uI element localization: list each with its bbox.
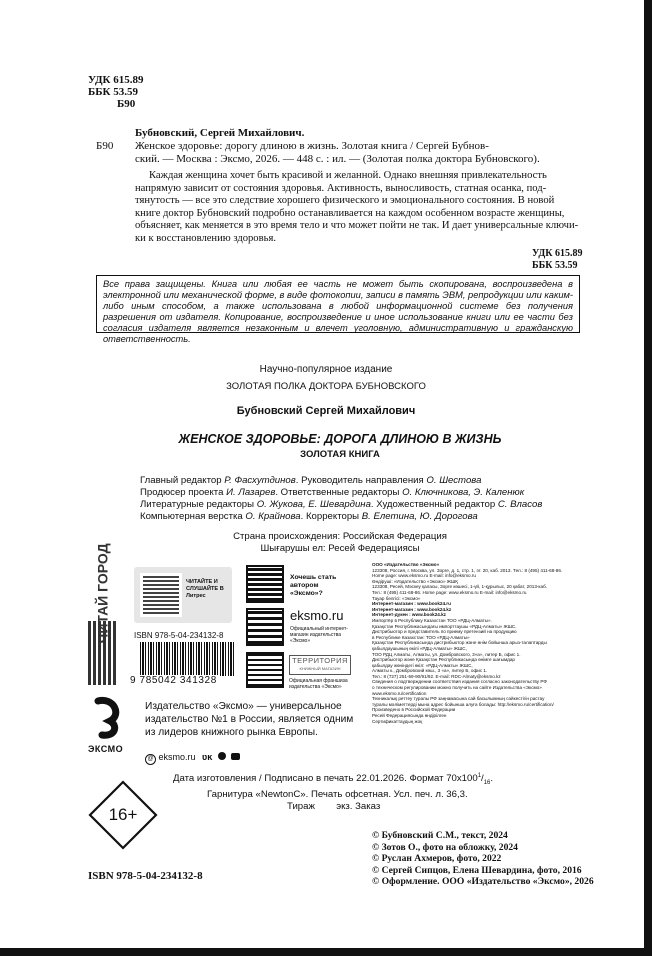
eksmo-logo xyxy=(88,695,134,757)
isbn: ISBN 978-5-04-234132-8 xyxy=(88,870,203,882)
territory-logo xyxy=(289,655,351,675)
publisher-line: Қазақстан Республикасындағы импорттаушы «РДЦ-Алматы» ЖШС. xyxy=(372,623,517,629)
author-mark: Б90 xyxy=(117,98,136,110)
print-line2: Гарнитура «NewtonC». Печать офсетная. Усл. печ. л. 36,3. xyxy=(207,789,468,801)
publisher-line: туралы мәліметтерді мына адрес бойынша алуға болады: http://eksmo.ru/certification/ xyxy=(372,701,554,707)
publisher-line: Сертификаттаудың жоқ xyxy=(372,718,423,724)
copyright-line: © Зотов О., фото на обложку, 2024 xyxy=(372,841,518,853)
copyright-line: © Руслан Ахмеров, фото, 2022 xyxy=(372,853,502,865)
litres-qr[interactable] xyxy=(140,573,182,617)
origin-ru: Страна происхождения: Российская Федерация xyxy=(233,531,447,542)
publisher-line: қабылдау жөніндегі өкіл: «РДЦ-Алматы» ЖШС, xyxy=(372,662,473,668)
publisher-line: Техникалық реттеу туралы РФ заңнамасына сай басылымның сәйкестігін растау xyxy=(372,696,545,702)
publisher-info xyxy=(372,562,604,724)
biblio-line2: ский. — Москва : Эксмо, 2026. — 448 с. : ил. — (Золотая полка доктора Бубновского). xyxy=(135,153,540,165)
annotation-line: тянутость — все это следствие хорошего физического и эмоционального состояния. В новой xyxy=(135,195,555,207)
publisher-line: қабылдаушының өкілі «РДЦ-Алматы» ЖШС, xyxy=(372,645,467,651)
age-rating: 16+ xyxy=(108,805,138,824)
age-badge xyxy=(88,780,158,850)
publisher-line: Тауар белгісі: «Эксмо» xyxy=(372,595,421,601)
copyright-line: © Оформление. ООО «Издательство «Эксмо», 2026 xyxy=(372,876,594,888)
annotation-line: Каждая женщина хочет быть красивой и желанной. Однако внешняя привлекательность xyxy=(149,170,547,181)
staff-block xyxy=(140,475,600,523)
edition-type: Научно-популярное издание xyxy=(259,364,393,375)
author-mark-left: Б90 xyxy=(96,140,114,152)
territory-title: ТЕРРИТОРИЯ xyxy=(292,656,348,665)
territory-sub: КНИЖНЫЙ МАГАЗИН xyxy=(299,666,341,671)
publisher-line: 123308, Ресей, Мәскеу қаласы, Зорге көшесі, 1-үй, 1-құрылыс, 20 қабат, 2013-каб. xyxy=(372,584,547,590)
book-subtitle: ЗОЛОТАЯ КНИГА xyxy=(300,449,380,460)
bbk-code: ББК 53.59 xyxy=(88,86,139,98)
print-line3: Тираж экз. Заказ xyxy=(287,801,381,813)
copyright-line: © Бубновский С.М., текст, 2024 xyxy=(372,830,508,841)
eksmo-site-desc: Официальный интернет-магазин издательства «Эксмо» xyxy=(290,626,348,644)
publisher-line: Сведения о подтверждении соответствия издания согласно законодательству РФ xyxy=(372,679,547,685)
litres-text: ЧИТАЙТЕ И СЛУШАЙТЕ В Литрес xyxy=(186,579,224,599)
social-row xyxy=(145,752,240,765)
eksmo-slogan: Издательство «Эксмо» — универсальное издательство №1 в России, является одним из лидеров книжного рынка Европы. xyxy=(145,701,354,738)
publisher-line: о техническом регулировании можно получить на сайте Издательства «Эксмо» xyxy=(372,685,542,691)
origin-kz: Шығарушы ел: Ресей Федерациясы xyxy=(260,543,420,554)
print-line1: Дата изготовления / Подписано в печать 22.01.2026. Формат $70x100^1/_{16}$. xyxy=(173,773,494,787)
publisher-line: Қазақстан Республикасында дистрибьютор және өнім бойынша арыз-талаптарды xyxy=(372,640,547,646)
telegram-icon[interactable] xyxy=(218,752,226,760)
eksmo-site[interactable]: eksmo.ru xyxy=(290,608,344,623)
become-author-text: Хочешь стать автором «Эксмо»? xyxy=(290,574,337,597)
annotation-line: ки к восстановлению здоровья. xyxy=(135,232,276,244)
video-icon[interactable] xyxy=(231,753,240,760)
staff-line: Литературные редакторы О. Жукова, Е. Шевардина. Художественный редактор С. Власов xyxy=(140,499,543,510)
book-title: ЖЕНСКОЕ ЗДОРОВЬЕ: ДОРОГА ДЛИНОЮ В ЖИЗНЬ xyxy=(178,432,502,446)
staff-line: Продюсер проекта И. Лазарев. Ответственные редакторы О. Ключникова, Э. Каленюк xyxy=(140,487,525,498)
copyrights xyxy=(372,830,612,888)
author-heading: Бубновский, Сергей Михайлович. xyxy=(135,127,305,139)
publisher-line: Алматы к., Домбровский көш., 3 «а», литер Б, офис 1. xyxy=(372,668,488,674)
staff-line: Компьютерная верстка О. Крайнова. Корректоры В. Елетина, Ю. Дорогова xyxy=(140,511,478,522)
publisher-line: Өндіруші: «Издательство «Эксмо» ЖШҚ xyxy=(372,578,458,584)
annotation-line: книге доктор Бубновский подробно останавливается на каждом особенном возрасте женщины, xyxy=(135,207,565,219)
publisher-line: Тел.: 8 (727) 251-59-90/91/92. E-mail: RDC-Almaty@eksmo.kz xyxy=(372,673,501,679)
annotation-line: напрямую зависит от состояния здоровья. Активность, выносливость, статная осанка, под- xyxy=(135,182,547,194)
isbn-barcode xyxy=(140,642,236,676)
eksmo-logo-text: ЭКСМО xyxy=(88,744,124,754)
series-name: ЗОЛОТАЯ ПОЛКА ДОКТОРА БУБНОВСКОГО xyxy=(226,381,426,392)
at-icon: @ xyxy=(145,754,156,765)
bbk-right: ББК 53.59 xyxy=(532,260,578,271)
publisher-line: Интернет-дүкен : www.book24.kz xyxy=(372,612,446,618)
publisher-line: в Республике Казахстан: ТОО «РДЦ-Алматы» xyxy=(372,634,470,640)
annotation-line: объясняет, как меняется в это время тело и что может пойти не так. И дает универсальные ключи- xyxy=(135,220,579,232)
territory-qr[interactable] xyxy=(246,652,284,688)
udk-code: УДК 615.89 xyxy=(88,74,144,86)
chitai-gorod-logo xyxy=(88,543,124,687)
eksmo-logo-icon xyxy=(88,695,134,739)
staff-line: Главный редактор Р. Фасхутдинов. Руководитель направления О. Шестова xyxy=(140,475,482,486)
publisher-line: Дистрибьютор және Қазақстан Республикасында өнімге шағымдар xyxy=(372,657,515,663)
annotation xyxy=(135,170,585,246)
copyright-line: © Сергей Сипцов, Елена Шевардина, фото, 2016 xyxy=(372,864,582,876)
publisher-line: Интернет-магазин : www.book24.ru xyxy=(372,601,451,607)
publisher-line: Home page: www.eksmo.ru E-mail: info@eksmo.ru xyxy=(372,573,476,579)
territory-desc: Официальная франшиза издательства «Эксмо» xyxy=(289,678,348,690)
publisher-line: Дистрибьютор и представитель по приему претензий на продукцию xyxy=(372,629,517,635)
publisher-line: 123308, Россия, г. Москва, ул. Зорге, д. 1, стр. 1, эт. 20, каб. 2013. Тел.: 8 (495) 411-68-86. xyxy=(372,567,563,573)
udk-right: УДК 615.89 xyxy=(532,248,583,259)
eksmo-site-qr[interactable] xyxy=(246,608,284,646)
publisher-line: Ресей Федерациясында өндірілген xyxy=(372,713,447,719)
book-author: Бубновский Сергей Михайлович xyxy=(236,405,416,417)
rights-notice: Все права защищены. Книга или любая ее часть не может быть скопирована, воспроизведена в электронной или механической форме, в виде фотокопии, записи в память ЭВМ, репродукции или каким-либо иным способом, а также использована в любой информационной системе без получения разрешения от издателя. Копирование, воспроизведение и иное использование книги или ее части без согласия издателя является незаконным и влечет уголовную, административную и гражданскую ответственность. xyxy=(96,275,580,333)
publisher-line: www.eksmo.ru/certification xyxy=(372,690,427,696)
publisher-line: Интернет-магазин : www.book24.kz xyxy=(372,606,452,612)
biblio-line1: Женское здоровье: дорогу длиною в жизнь. Золотая книга / Сергей Бубнов- xyxy=(135,140,489,152)
social-site[interactable]: eksmo.ru xyxy=(158,752,196,762)
publisher-line: ТОО РДЦ Алматы, Алматы, ул. Домбровского, 3«а», литер Б, офис 1. xyxy=(372,651,521,657)
litres-card[interactable] xyxy=(134,567,232,623)
barcode-digits: 9 785042 341328 xyxy=(130,675,217,686)
author-qr[interactable] xyxy=(246,565,284,603)
publisher-line: Произведено в Российской Федерации xyxy=(372,707,456,713)
publisher-line: ООО «Издательство «Эксмо» xyxy=(372,562,440,567)
publisher-line: Импортёр в Республику Казахстан ТОО «РДЦ-Алматы». xyxy=(372,617,492,623)
vk-icon[interactable]: ʋĸ xyxy=(202,752,213,762)
publisher-line: Тел.: 8 (495) 411-68-86. Home page: www.eksmo.ru E-mail: info@eksmo.ru xyxy=(372,589,527,595)
print-data xyxy=(173,770,613,813)
isbn-small: ISBN 978-5-04-234132-8 xyxy=(134,631,224,640)
chitai-gorod-text: ЧИТАЙ ГОРОД xyxy=(94,543,111,644)
